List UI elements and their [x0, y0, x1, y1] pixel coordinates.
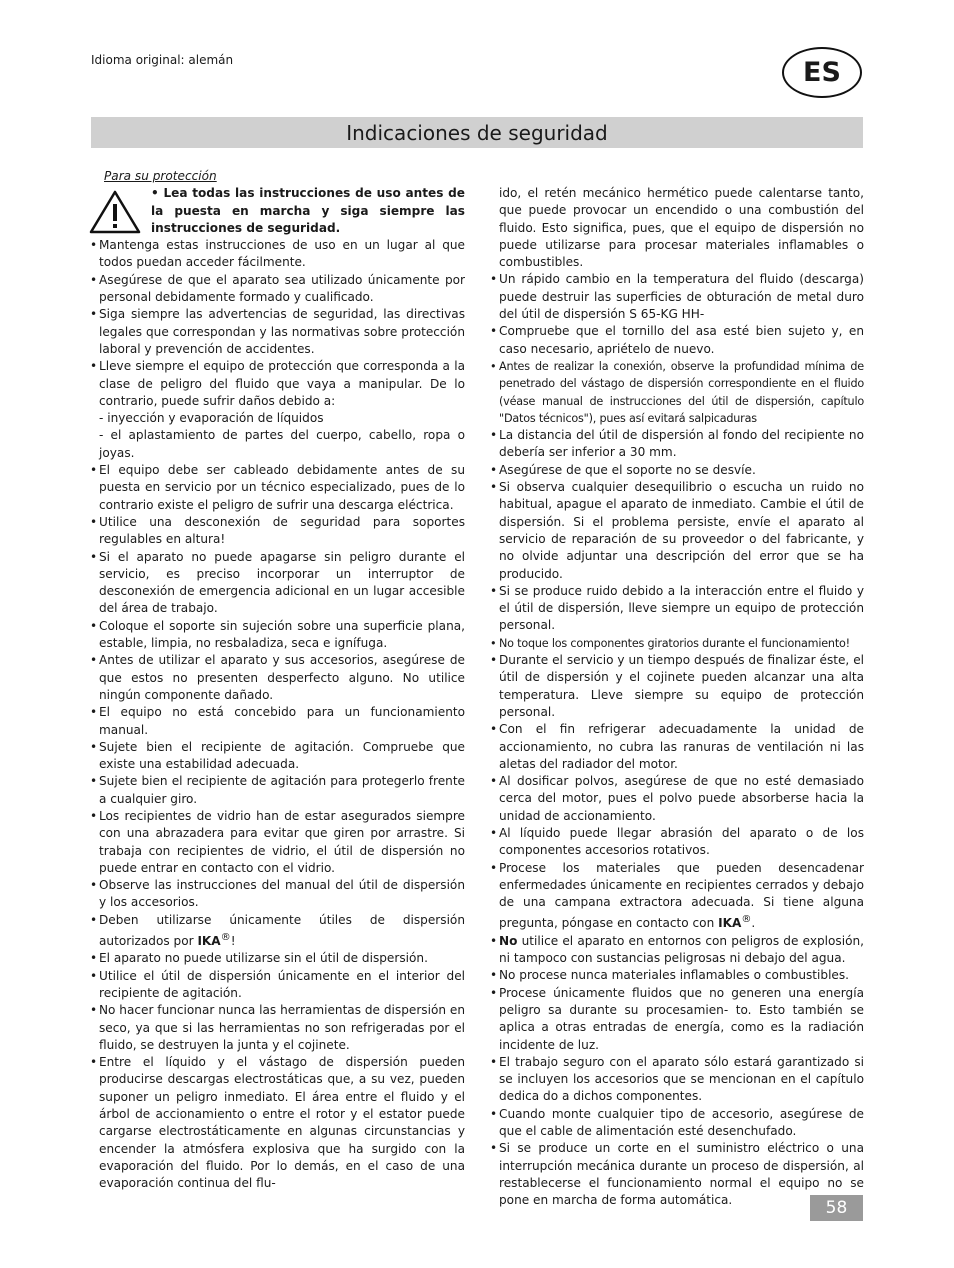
page-number: 58 [810, 1195, 863, 1221]
list-item: • Coloque el soporte sin sujeción sobre una superficie plana, estable, limpia, no resbaladiza, seca e ignífuga. [89, 618, 465, 653]
list-item: • Al líquido puede llegar abrasión del aparato o de los componentes accesorios rotativos. [489, 825, 864, 860]
section-title: Indicaciones de seguridad [91, 117, 863, 148]
list-item: • Antes de utilizar el aparato y sus accesorios, asegúrese de que estos no presenten desperfecto alguno. No utilice ningún componente dañado. [89, 652, 465, 704]
list-item: • Si observa cualquier desequilibrio o escucha un ruido no habitual, apague el aparato de inmediato. Cambie el útil de dispersión. Si el problema persiste, envíe el aparato al servicio de reparación de su proveedor o del fabricante, y no olvide adjuntar una descripción del error que se ha producido. [489, 479, 864, 583]
list-item [89, 912, 465, 951]
list-item: • Sujete bien el recipiente de agitación. Compruebe que existe una estabilidad adecuada. [89, 739, 465, 774]
list-item: • Si se produce un corte en el suministro eléctrico o una interrupción mecánica durante un proceso de dispersión, al restablecerse el funcionamiento normal el equipo no se pone en marcha de forma automática. [489, 1140, 864, 1209]
list-item: • El equipo no está concebido para un funcionamiento manual. [89, 704, 465, 739]
list-item: • Antes de realizar la conexión, observe la profundidad mínima de penetrado del vástago de dispersión correspondiente en el fluido (véase manual de instrucciones del útil de dispersión, capítulo "Datos técnicos"), pues así evitará salpicaduras [489, 358, 864, 427]
list-item-text: Deben utilizarse únicamente útiles de dispersión autorizados por [99, 912, 465, 949]
period: . [751, 916, 756, 931]
list-item: • El trabajo seguro con el aparato sólo estará garantizado si se incluyen los accesorios que se mencionan en el capítulo dedica do a dichos componentes. [489, 1054, 864, 1106]
right-safety-list [489, 185, 864, 1210]
list-item [489, 860, 864, 933]
list-item: • Procese únicamente fluidos que no generen una energía peligro sa durante su procesamien- to. Esto también se aplica a otras entradas de energía, como es la radiación incidente de luz. [489, 985, 864, 1054]
list-item: • Durante el servicio y un tiempo después de finalizar éste, el útil de dispersión y el cojinete pueden alcanzar una alta temperatura. Lleve siempre su equipo de protección personal. [489, 652, 864, 721]
left-safety-list [89, 237, 465, 1192]
list-item [489, 933, 864, 968]
list-item: • Compruebe que el tornillo del asa esté bien sujeto y, en caso necesario, apriételo de nuevo. [489, 323, 864, 358]
list-item: • Sujete bien el recipiente de agitación para protegerlo frente a cualquier giro. [89, 773, 465, 808]
hazard-subitem: - el aplastamiento de partes del cuerpo, cabello, ropa o joyas. [99, 428, 465, 460]
list-item: • El equipo debe ser cableado debidamente antes de su puesta en servicio por un técnico especializado, pues de lo contrario existe el peligro de sufrir una descarga eléctrica. [89, 462, 465, 514]
list-item: • La distancia del útil de dispersión al fondo del recipiente no debería ser inferior a 30 mm. [489, 427, 864, 462]
continuation-text: ido, el retén mecánico hermético puede calentarse tanto, que puede provocar un encendido o una combustión del fluido. Esto significa, pues, que el equipo de dispersión no puede utilizarse para procesar materiales inflamables o combustibles. [499, 186, 864, 270]
list-item: • No hacer funcionar nunca las herramientas de dispersión en seco, ya que si las herramientas no son refrigeradas por el fluido, se destruyen la junta y el cojinete. [89, 1002, 465, 1054]
hazard-subitem: - inyección y evaporación de líquidos [99, 411, 324, 426]
list-item: • No procese nunca materiales inflamables o combustibles. [489, 967, 864, 984]
list-item: • Si el aparato no puede apagarse sin peligro durante el servicio, es preciso incorporar un interruptor de desconexión de emergencia adicional en un lugar accesible del área de trabajo. [89, 549, 465, 618]
list-item: • Al dosificar polvos, asegúrese de que no esté demasiado cerca del motor, pues el polvo puede absorberse hacia la unidad de accionamiento. [489, 773, 864, 825]
list-item-text: Lleve siempre el equipo de protección que corresponda a la clase de peligro del fluido que vaya a manipular. De lo contrario, puede sufrir daños debido a: [99, 359, 465, 408]
list-item: • Entre el líquido y el vástago de dispersión pueden producirse descargas electrostáticas que, a su vez, pueden suponer un peligro inmediato. El área entre el fluido y el árbol de accionamiento o entre el rotor y el estator puede cargarse electrostáticamente en algunas circunstancias y encender la atmósfera explosiva que ha surgido con la evaporación del fluido. Por lo demás, en el caso de una evaporación continua del flu- [89, 1054, 465, 1192]
list-item: • Con el fin refrigerar adecuadamente la unidad de accionamiento, no cubra las ranuras de ventilación ni las aletas del radiador del motor. [489, 721, 864, 773]
exclamation: ! [230, 934, 236, 949]
list-item: • El aparato no puede utilizarse sin el útil de dispersión. [89, 950, 465, 967]
list-item: • Si se produce ruido debido a la interacción entre el fluido y el útil de dispersión, lleve siempre un equipo de protección personal. [489, 583, 864, 635]
warning-text: • Lea todas las instrucciones de uso antes de la puesta en marcha y siga siempre las instrucciones de seguridad. [151, 186, 465, 235]
list-item [89, 358, 465, 462]
list-item: • Los recipientes de vidrio han de estar asegurados siempre con una abrazadera para evitar que giren por arrastre. Si trabaja con recipientes de vidrio, el útil de dispersión no puede entrar en contacto con el vidrio. [89, 808, 465, 877]
brand-name: IKA [197, 934, 221, 949]
list-item: • Utilice el útil de dispersión únicamente en el interior del recipiente de agitación. [89, 968, 465, 1003]
warning-block [89, 185, 465, 237]
protection-subheading: Para su protección [104, 169, 217, 183]
language-badge: ES [782, 47, 862, 98]
list-item: • Asegúrese de que el soporte no se desvíe. [489, 462, 864, 479]
brand-name: IKA [718, 916, 742, 931]
registered-mark: ® [220, 932, 231, 944]
list-item: • No toque los componentes giratorios durante el funcionamiento! [489, 635, 864, 652]
list-item: • Utilice una desconexión de seguridad para soportes regulables en altura! [89, 514, 465, 549]
original-language-note: Idioma original: alemán [91, 53, 234, 67]
registered-mark: ® [741, 914, 752, 926]
no-emphasis: No [499, 933, 518, 948]
list-item: • Siga siempre las advertencias de seguridad, las directivas legales que correspondan y las normativas sobre protección laboral y prevención de accidentes. [89, 306, 465, 358]
list-item-text: utilice el aparato en entornos con peligros de explosión, ni tampoco con sustancias peligrosas ni debajo del agua. [499, 933, 864, 966]
list-item: • Cuando monte cualquier tipo de accesorio, asegúrese de que el cable de alimentación esté desenchufado. [489, 1106, 864, 1141]
list-item-text: Procese los materiales que pueden desencadenar enfermedades únicamente en recipientes cerrados y debajo de una campana extractora adecuada. Si tiene alguna pregunta, póngase en contacto con [499, 860, 864, 931]
warning-triangle-icon [89, 190, 141, 234]
right-column [489, 185, 864, 1210]
list-item: • Asegúrese de que el aparato sea utilizado únicamente por personal debidamente formado y cualificado. [89, 272, 465, 307]
list-item: • Mantenga estas instrucciones de uso en un lugar al que todos puedan acceder fácilmente. [89, 237, 465, 272]
list-item: • Un rápido cambio en la temperatura del fluido (descarga) puede destruir las superficies de obturación de metal duro del útil de dispersión S 65-KG HH- [489, 271, 864, 323]
left-column [89, 168, 465, 1193]
list-item: • Observe las instrucciones del manual del útil de dispersión y los accesorios. [89, 877, 465, 912]
